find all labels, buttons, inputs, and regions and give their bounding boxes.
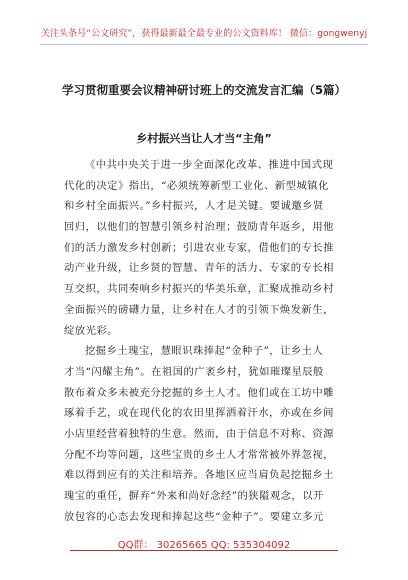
- body-line: 代化的决定》指出，“必须统筹新型工业化、新型城镇化: [64, 179, 329, 192]
- body-line: 互交织，共同奏响乡村振兴的华美乐章，汇聚成推动乡村: [64, 283, 334, 296]
- body-line: 绽放光彩。: [64, 324, 118, 337]
- header-promo-note: 关注头条号“公文研究”，获得最新最全最专业的公文资料库！ 微信：gongwenyj: [40, 29, 368, 39]
- body-line: 分配不均等问题，这些宝贵的乡土人才常常被外界忽视，: [64, 448, 334, 461]
- body-line: 小店里经营着独特的生意。然而，由于信息不对称、资源: [64, 427, 334, 440]
- body-line: 和乡村全面振兴。”乡村振兴，人才是关键。要诚邀乡贤: [64, 200, 324, 213]
- body-line: 回归，以他们的智慧引领乡村治理；鼓励青年返乡，用他: [64, 221, 334, 234]
- body-line: 才当“闪耀主角”。在祖国的广袤乡村，犹如璀璨星辰般: [64, 365, 324, 378]
- body-line: 们的活力激发乡村创新；引进农业专家，借他们的专长推: [64, 241, 334, 254]
- body-line: 散布着众多未被充分挖掘的乡土人才。他们或在工坊中雕: [64, 386, 334, 399]
- section-title: 乡村振兴当让人才当“主角”: [136, 132, 272, 145]
- body-line: 琢着手艺，或在现代化的农田里挥洒着汗水，亦或在乡间: [64, 407, 334, 420]
- footer-underline: [70, 550, 338, 551]
- body-line: 全面振兴的磅礴力量，让乡村在人才的引领下焕发新生，: [64, 303, 334, 316]
- footer-contact-note: QQ群： 30265665 QQ: 535304092: [117, 540, 291, 551]
- body-line: 难以得到应有的关注和培养。各地区应当肩负起挖掘乡土: [64, 469, 334, 482]
- document-title: 学习贯彻重要会议精神研讨班上的交流发言汇编（5篇）: [62, 83, 346, 97]
- body-line: 挖掘乡土瑰宝，慧眼识珠捧起“金种子”，让乡土人: [85, 345, 324, 358]
- document-body: [64, 155, 346, 527]
- body-line: 动产业升级，让乡贤的智慧、青年的活力、专家的专长相: [64, 262, 334, 275]
- body-line: 《中共中央关于进一步全面深化改革、推进中国式现: [85, 159, 334, 171]
- header-divider: [40, 44, 368, 45]
- body-line: 放包容的心态去发现和捧起这些“金种子”。要建立多元: [64, 510, 324, 523]
- body-line: 瑰宝的重任，摒弃“外来和尚好念经”的狭隘观念，以开: [64, 490, 324, 502]
